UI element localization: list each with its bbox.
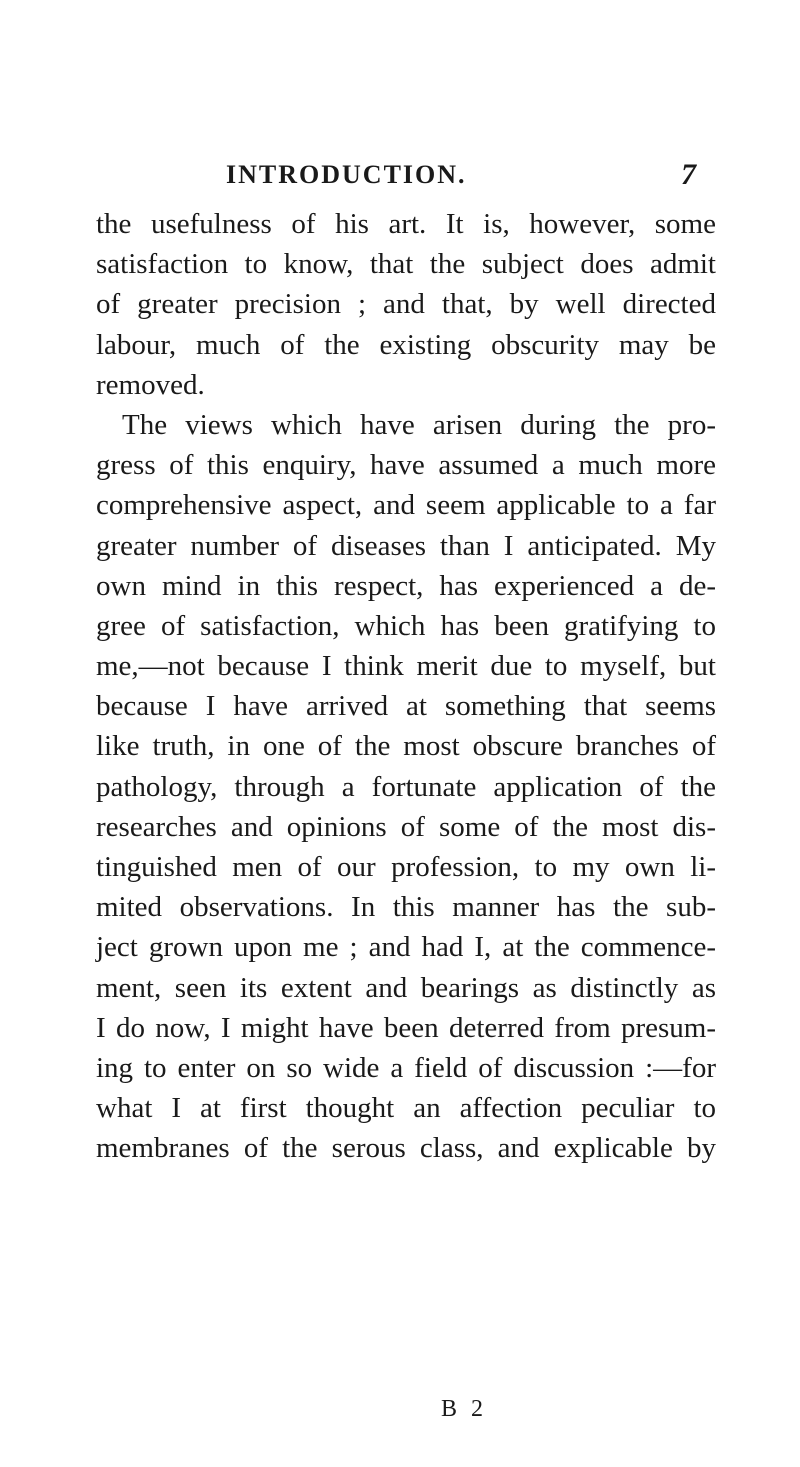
text-line: comprehensive aspect, and seem applicable to a far <box>96 489 716 522</box>
text-line: own mind in this respect, has experienced a de- <box>96 569 716 602</box>
text-line: membranes of the serous class, and explicable by <box>96 1132 716 1165</box>
text-line: satisfaction to know, that the subject does admit <box>96 248 716 281</box>
text-line: researches and opinions of some of the most dis- <box>96 810 716 843</box>
text-line: ment, seen its extent and bearings as distinctly as <box>96 971 716 1004</box>
text-line: of greater precision ; and that, by well directed <box>96 288 716 321</box>
text-line: ing to enter on so wide a field of discussion :—for <box>96 1051 716 1084</box>
text-line: tinguished men of our profession, to my own li- <box>96 851 716 883</box>
text-line: me,—not because I think merit due to myself, but <box>96 650 716 683</box>
text-line: pathology, through a fortunate application of the <box>96 770 716 803</box>
text-line: ject grown upon me ; and had I, at the commence- <box>96 931 716 964</box>
text-line: The views which have arisen during the pro- <box>122 408 716 441</box>
text-line: gree of satisfaction, which has been gratifying to <box>96 609 716 642</box>
page-number: 7 <box>681 158 696 191</box>
text-line: labour, much of the existing obscurity may be <box>96 328 716 361</box>
signature-mark: B 2 <box>441 1396 488 1422</box>
text-line: gress of this enquiry, have assumed a much more <box>96 449 716 482</box>
running-title: INTRODUCTION. <box>226 160 467 189</box>
text-line: like truth, in one of the most obscure branches of <box>96 730 716 763</box>
text-line: the usefulness of his art. It is, however, some <box>96 208 716 240</box>
running-head <box>226 160 696 192</box>
text-line: removed. <box>96 368 205 401</box>
text-line: I do now, I might have been deterred from presum- <box>96 1011 716 1044</box>
text-line: because I have arrived at something that seems <box>96 690 716 723</box>
text-line: what I at first thought an affection peculiar to <box>96 1092 716 1125</box>
body-text <box>96 204 716 1169</box>
text-line: mited observations. In this manner has the sub- <box>96 891 716 924</box>
text-line: greater number of diseases than I anticipated. My <box>96 529 716 562</box>
